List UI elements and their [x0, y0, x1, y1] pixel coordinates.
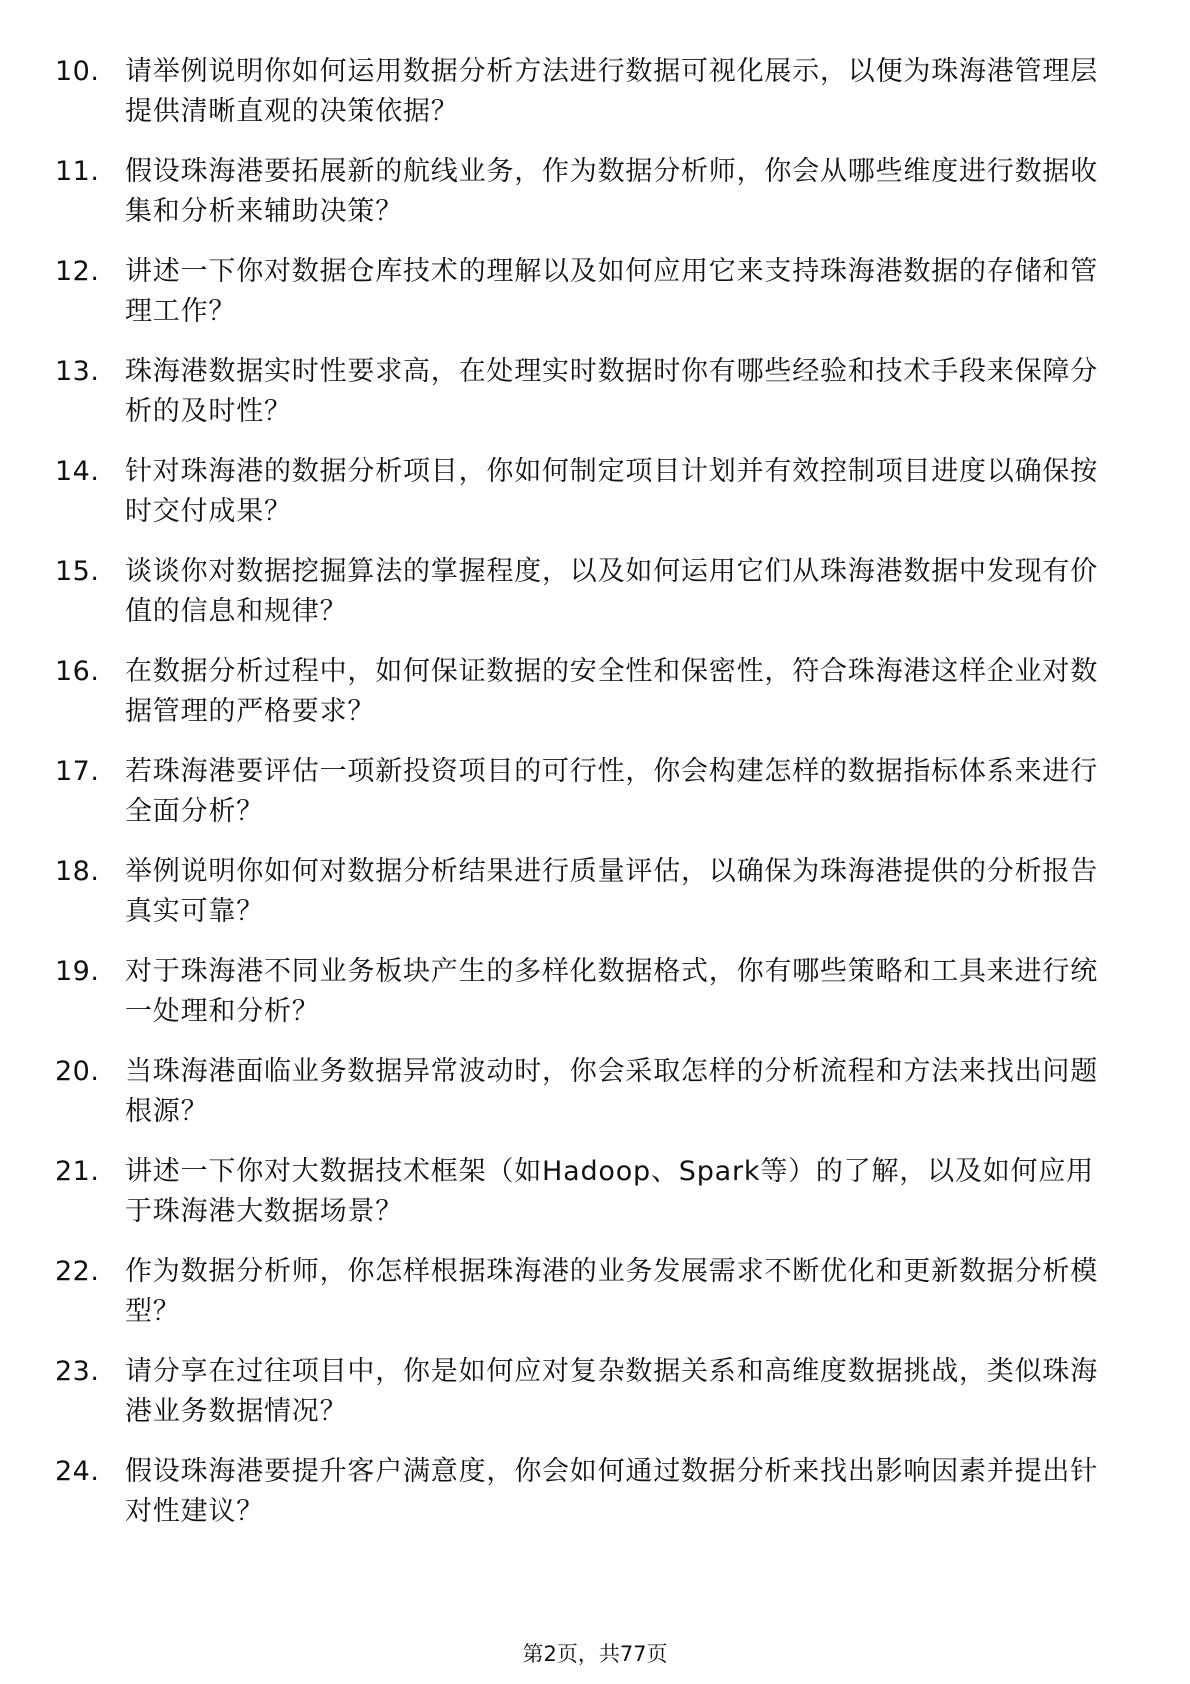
question-item: [55, 1352, 1115, 1432]
question-number: 22.: [55, 1256, 100, 1287]
question-item: [55, 152, 1115, 232]
question-list: [55, 52, 1115, 1552]
question-text: 请分享在过往项目中，你是如何应对复杂数据关系和高维度数据挑战，类似珠海港业务数据情况？: [125, 1356, 1098, 1427]
question-item: [55, 252, 1115, 332]
question-text: 对于珠海港不同业务板块产生的多样化数据格式，你有哪些策略和工具来进行统一处理和分析？: [125, 956, 1098, 1027]
question-item: [55, 752, 1115, 832]
question-item: [55, 852, 1115, 932]
question-text: 讲述一下你对大数据技术框架（如Hadoop、Spark等）的了解，以及如何应用于珠海港大数据场景？: [125, 1156, 1094, 1227]
question-number: 14.: [55, 456, 100, 487]
question-number: 10.: [55, 56, 100, 87]
question-number: 17.: [55, 756, 100, 787]
question-text: 作为数据分析师，你怎样根据珠海港的业务发展需求不断优化和更新数据分析模型？: [125, 1256, 1098, 1327]
question-item: [55, 552, 1115, 632]
question-number: 23.: [55, 1356, 100, 1387]
question-text: 珠海港数据实时性要求高，在处理实时数据时你有哪些经验和技术手段来保障分析的及时性？: [125, 356, 1098, 427]
question-number: 19.: [55, 956, 100, 987]
question-number: 11.: [55, 156, 100, 187]
question-item: [55, 1052, 1115, 1132]
question-item: [55, 52, 1115, 132]
question-number: 21.: [55, 1156, 100, 1187]
question-item: [55, 452, 1115, 532]
question-text: 针对珠海港的数据分析项目，你如何制定项目计划并有效控制项目进度以确保按时交付成果？: [125, 456, 1098, 527]
question-text: 请举例说明你如何运用数据分析方法进行数据可视化展示，以便为珠海港管理层提供清晰直观的决策依据？: [125, 56, 1098, 127]
page-footer: [0, 1640, 1190, 1668]
question-item: [55, 1252, 1115, 1332]
question-text: 举例说明你如何对数据分析结果进行质量评估，以确保为珠海港提供的分析报告真实可靠？: [125, 856, 1098, 927]
question-number: 16.: [55, 656, 100, 687]
question-number: 24.: [55, 1456, 100, 1487]
question-text: 假设珠海港要拓展新的航线业务，作为数据分析师，你会从哪些维度进行数据收集和分析来辅助决策？: [125, 156, 1098, 227]
question-item: [55, 652, 1115, 732]
question-number: 15.: [55, 556, 100, 587]
question-text: 讲述一下你对数据仓库技术的理解以及如何应用它来支持珠海港数据的存储和管理工作？: [125, 256, 1098, 327]
question-text: 在数据分析过程中，如何保证数据的安全性和保密性，符合珠海港这样企业对数据管理的严格要求？: [125, 656, 1098, 727]
question-item: [55, 352, 1115, 432]
question-text: 假设珠海港要提升客户满意度，你会如何通过数据分析来找出影响因素并提出针对性建议？: [125, 1456, 1098, 1527]
question-number: 12.: [55, 256, 100, 287]
question-number: 13.: [55, 356, 100, 387]
question-number: 18.: [55, 856, 100, 887]
page-number-label: 第2页，共77页: [522, 1642, 668, 1666]
question-item: [55, 952, 1115, 1032]
question-item: [55, 1452, 1115, 1532]
question-item: [55, 1152, 1115, 1232]
question-number: 20.: [55, 1056, 100, 1087]
question-text: 若珠海港要评估一项新投资项目的可行性，你会构建怎样的数据指标体系来进行全面分析？: [125, 756, 1098, 827]
question-text: 谈谈你对数据挖掘算法的掌握程度，以及如何运用它们从珠海港数据中发现有价值的信息和规律？: [125, 556, 1098, 627]
question-text: 当珠海港面临业务数据异常波动时，你会采取怎样的分析流程和方法来找出问题根源？: [125, 1056, 1098, 1127]
